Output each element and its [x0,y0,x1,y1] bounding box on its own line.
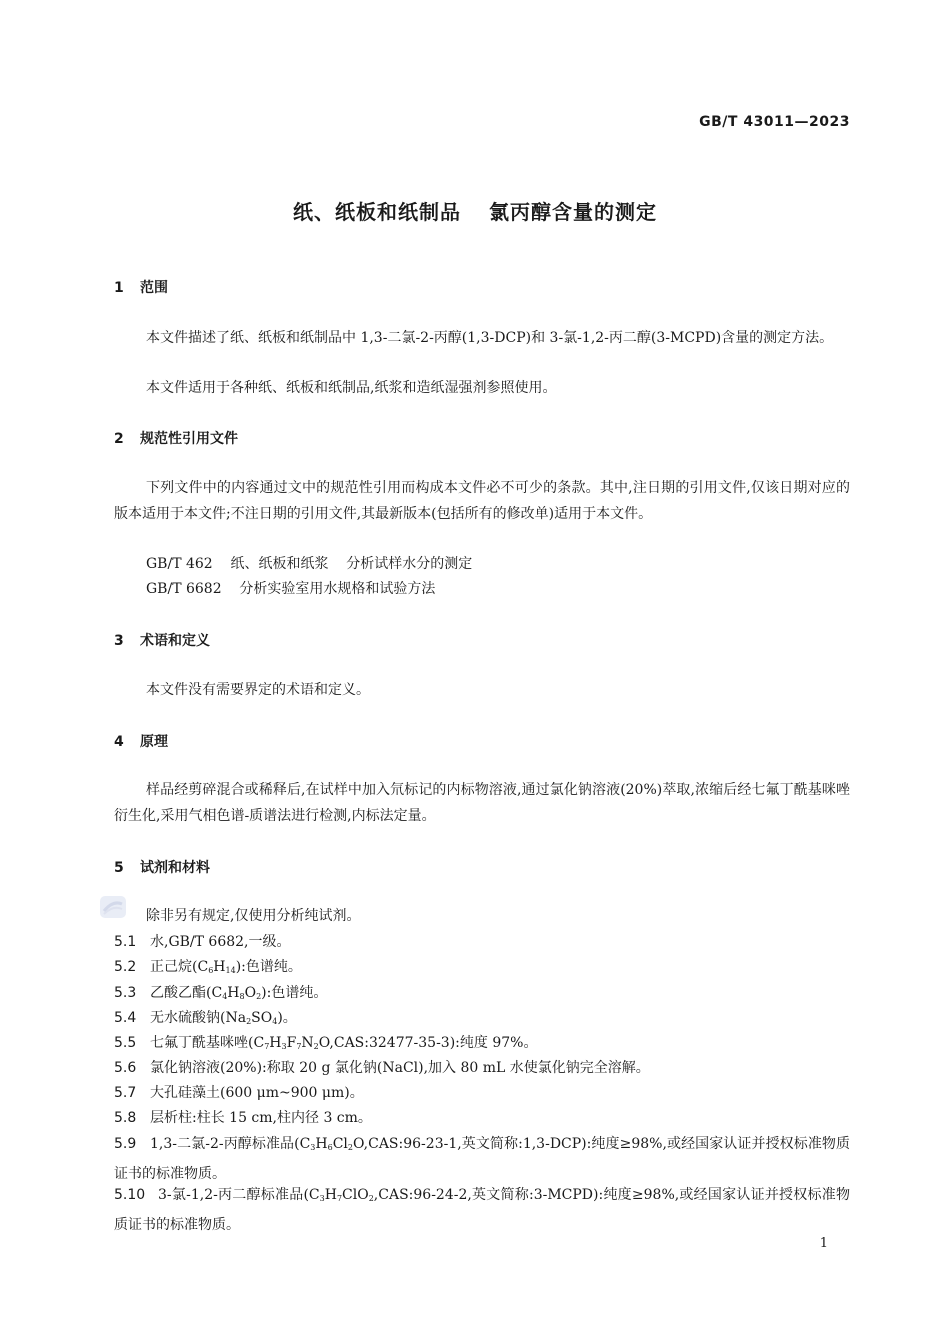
document-title [0,196,950,225]
paragraph: 本文件适用于各种纸、纸板和纸制品,纸浆和造纸湿强剂参照使用。 [146,380,557,396]
list-item: 5.3 乙酸乙酯$(C_4H_8O_2)$:色谱纯。 [114,985,328,1001]
list-item: 5.6 氯化钠溶液(20%):称取 20 g 氯化钠(NaCl),加入 80 mL 水使氯化钠完全溶解。 [114,1060,650,1076]
normative-reference: GB/T 462 纸、纸板和纸浆 分析试样水分的测定 [146,556,473,572]
list-item: 5.9 1,3-二氯-2-丙醇标准品($C_3H_6Cl_2O,CAS:96-23-1$,英文简称:1,3-DCP):纯度≥98%,或经国家认证并授权标准物质证书的标准物质。 [114,1136,850,1182]
list-item: 5.10 3-氯-1,2-丙二醇标准品($C_3H_7ClO_2,CAS:96-24-2$,英文简称:3-MCPD):纯度≥98%,或经国家认证并授权标准物质证书的标准物质。 [114,1187,850,1233]
list-item: 5.7 大孔硅藻土(600 μm~900 μm)。 [114,1085,364,1101]
paragraph: 下列文件中的内容通过文中的规范性引用而构成本文件必不可少的条款。其中,注日期的引用文件,仅该日期对应的版本适用于本文件;不注日期的引用文件,其最新版本(包括所有的修改单)适用于本文件。 [114,480,850,522]
paragraph: 样品经剪碎混合或稀释后,在试样中加入氘标记的内标物溶液,通过氯化钠溶液(20%)萃取,浓缩后经七氟丁酰基咪唑衍生化,采用气相色谱-质谱法进行检测,内标法定量。 [114,782,850,824]
page-number: 1 [819,1236,828,1251]
section-heading-1: 1 范围 [114,280,168,296]
section-heading-2: 2 规范性引用文件 [114,431,238,447]
list-item: 5.4 无水硫酸钠$(Na_2SO_4)$。 [114,1010,297,1026]
list-item: 5.2 正己烷$(C_6H_{14})$:色谱纯。 [114,959,302,975]
section-heading-4: 4 原理 [114,734,168,750]
normative-reference: GB/T 6682 分析实验室用水规格和试验方法 [146,581,436,597]
list-item: 5.8 层析柱:柱长 15 cm,柱内径 3 cm。 [114,1110,372,1126]
list-item: 5.1 水,GB/T 6682,一级。 [114,934,291,950]
list-item: 5.5 七氟丁酰基咪唑$(C_7H_3F_7N_2O,CAS:32477-35-3)$:纯度 97%。 [114,1035,538,1051]
paragraph: 除非另有规定,仅使用分析纯试剂。 [146,908,361,924]
section-heading-5: 5 试剂和材料 [114,860,210,876]
paragraph: 本文件描述了纸、纸板和纸制品中 1,3-二氯-2-丙醇(1,3-DCP)和 3-氯-1,2-丙二醇(3-MCPD)含量的测定方法。 [146,330,834,346]
section-heading-3: 3 术语和定义 [114,633,210,649]
standard-code: GB/T 43011—2023 [699,114,850,130]
paragraph: 本文件没有需要界定的术语和定义。 [146,682,370,698]
title-part1: 纸、纸板和纸制品 [293,200,461,224]
title-part2: 氯丙醇含量的测定 [489,200,657,224]
